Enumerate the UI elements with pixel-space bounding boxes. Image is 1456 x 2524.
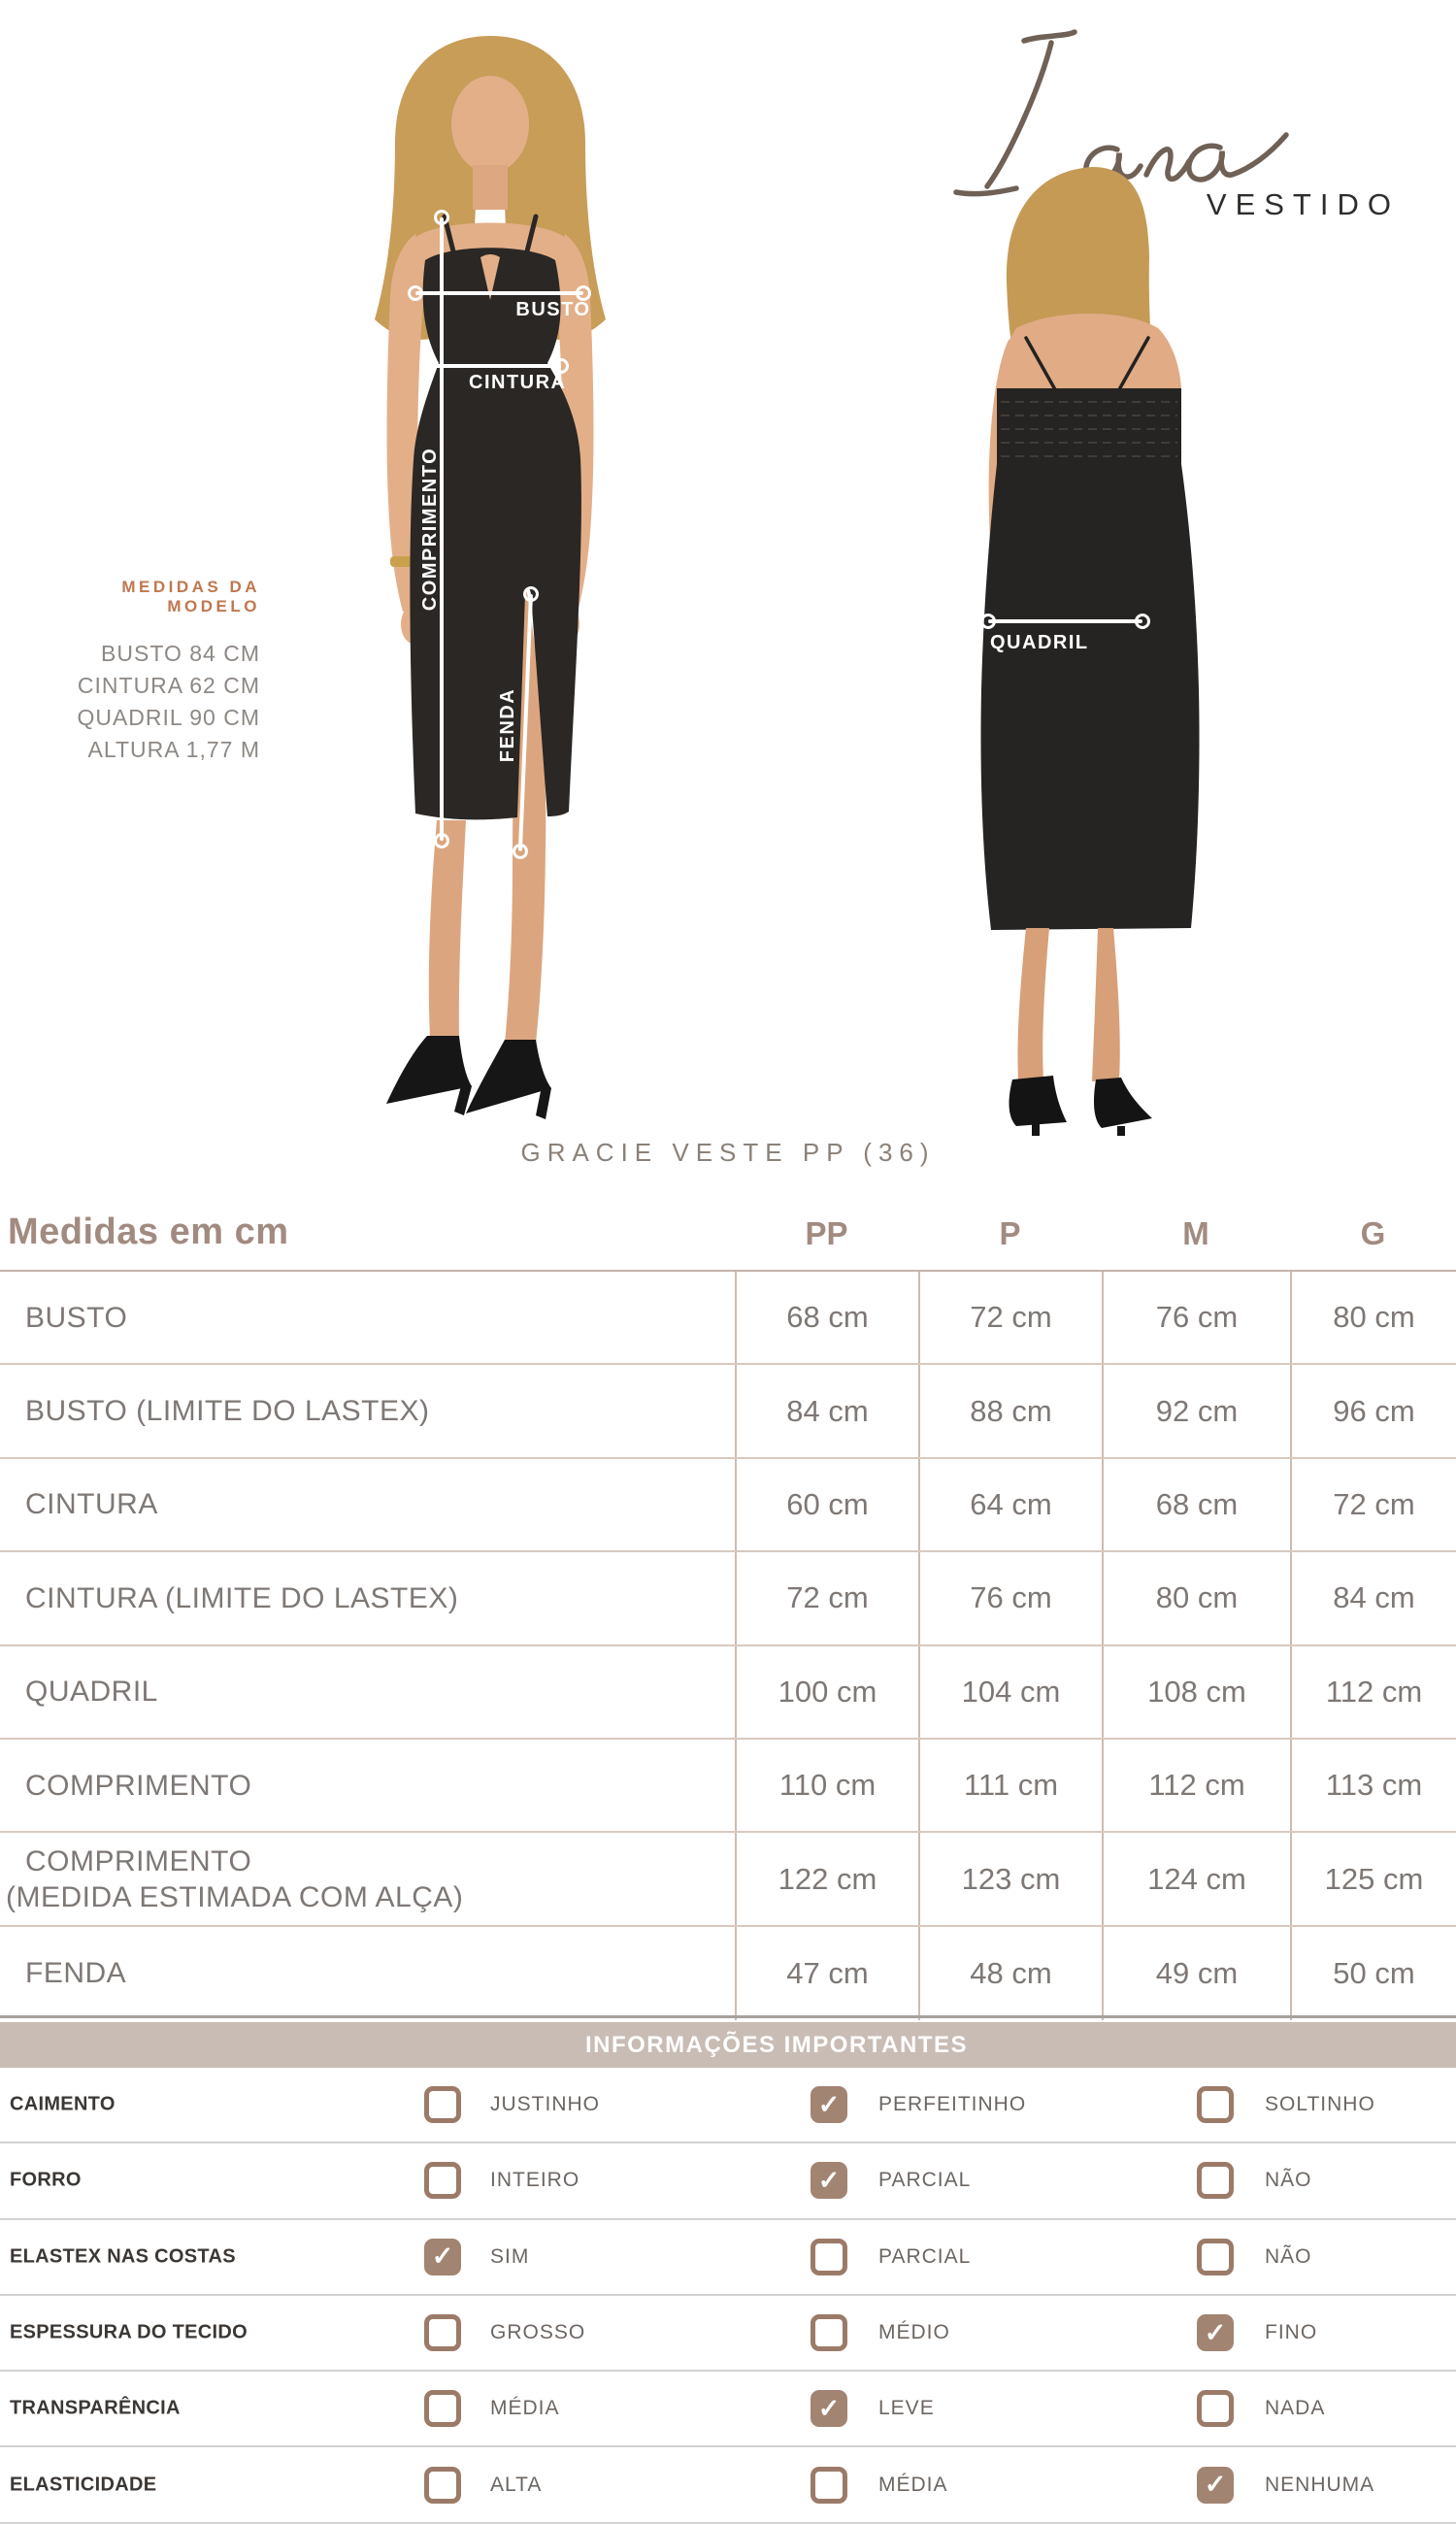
table-bottom-divider bbox=[0, 2015, 1456, 2018]
size-value-cell: 123 cm bbox=[918, 1833, 1102, 1924]
check-icon: ✓ bbox=[817, 2089, 841, 2119]
checkbox-checked bbox=[1197, 2314, 1234, 2351]
table-row bbox=[0, 1833, 1456, 1926]
info-option-label: NÃO bbox=[1265, 2244, 1312, 2268]
comprimento-annotation-label: COMPRIMENTO bbox=[418, 447, 441, 612]
model-measurements-block bbox=[39, 578, 260, 766]
size-value-cell: 47 cm bbox=[735, 1927, 918, 2020]
info-option-label: NADA bbox=[1265, 2397, 1326, 2420]
checkbox-checked bbox=[811, 2086, 847, 2123]
measure-endpoint-icon bbox=[1135, 614, 1150, 629]
info-row bbox=[0, 2372, 1456, 2447]
info-row-label: ESPESSURA DO TECIDO bbox=[10, 2321, 248, 2343]
size-value-cell: 124 cm bbox=[1102, 1833, 1290, 1924]
row-label bbox=[0, 1459, 735, 1550]
info-option-label: SOLTINHO bbox=[1265, 2093, 1375, 2116]
row-label-line: FENDA bbox=[25, 1957, 127, 1990]
size-value-cell: 76 cm bbox=[918, 1552, 1102, 1644]
front-model-photo bbox=[272, 24, 718, 1131]
checkbox-unchecked bbox=[424, 2086, 461, 2123]
size-value-cell: 104 cm bbox=[918, 1646, 1102, 1738]
row-label bbox=[0, 1646, 735, 1738]
measure-endpoint-icon bbox=[523, 586, 539, 602]
model-measure-line: BUSTO 84 CM bbox=[101, 641, 260, 666]
info-row bbox=[0, 2143, 1456, 2219]
info-option-label: NÃO bbox=[1265, 2169, 1312, 2192]
info-rows-container bbox=[0, 2068, 1456, 2524]
size-value-cell: 110 cm bbox=[735, 1740, 918, 1831]
measure-endpoint-icon bbox=[980, 614, 996, 629]
size-value-cell: 108 cm bbox=[1102, 1646, 1290, 1738]
info-option-label: MÉDIO bbox=[878, 2321, 950, 2344]
checkbox-unchecked bbox=[424, 2467, 461, 2504]
info-row-label: TRANSPARÊNCIA bbox=[10, 2397, 181, 2419]
checkbox-unchecked bbox=[811, 2314, 847, 2351]
size-value-cell: 68 cm bbox=[735, 1272, 918, 1363]
table-row bbox=[0, 1552, 1456, 1645]
size-table-body bbox=[0, 1272, 1456, 2020]
size-value-cell: 84 cm bbox=[735, 1365, 918, 1456]
info-row bbox=[0, 2447, 1456, 2523]
table-row bbox=[0, 1740, 1456, 1833]
size-value-cell: 72 cm bbox=[918, 1272, 1102, 1363]
checkbox-checked bbox=[811, 2390, 847, 2427]
size-value-cell: 80 cm bbox=[1290, 1272, 1456, 1363]
model-measurements-title: MEDIDAS DA MODELO bbox=[121, 578, 260, 615]
checkbox-unchecked bbox=[424, 2162, 461, 2199]
size-column-header-pp: PP bbox=[805, 1215, 848, 1251]
size-column-header-p: P bbox=[999, 1215, 1021, 1251]
row-label bbox=[0, 1365, 735, 1456]
info-option-label: MÉDIA bbox=[878, 2473, 948, 2496]
busto-annotation-label: BUSTO bbox=[515, 299, 591, 320]
model-size-caption: GRACIE VESTE PP (36) bbox=[520, 1138, 936, 1167]
info-option-label: ALTA bbox=[490, 2473, 543, 2496]
fenda-annotation-label: FENDA bbox=[496, 687, 518, 763]
info-option-label: JUSTINHO bbox=[490, 2093, 600, 2116]
size-value-cell: 64 cm bbox=[918, 1459, 1102, 1550]
row-label-line: BUSTO bbox=[25, 1301, 128, 1334]
info-row-label: CAIMENTO bbox=[10, 2093, 116, 2115]
info-option-label: NENHUMA bbox=[1265, 2473, 1375, 2496]
size-value-cell: 112 cm bbox=[1290, 1646, 1456, 1738]
check-icon: ✓ bbox=[1204, 2470, 1227, 2500]
quadril-measure-line bbox=[988, 619, 1142, 623]
row-label-line: CINTURA bbox=[25, 1488, 158, 1521]
quadril-annotation-label: QUADRIL bbox=[990, 632, 1089, 653]
size-value-cell: 112 cm bbox=[1102, 1740, 1290, 1831]
checkbox-unchecked bbox=[424, 2390, 461, 2427]
checkbox-unchecked bbox=[1197, 2390, 1234, 2427]
checkbox-unchecked bbox=[424, 2314, 461, 2351]
info-option-label: FINO bbox=[1265, 2321, 1318, 2344]
info-row-label: FORRO bbox=[10, 2169, 82, 2191]
checkbox-checked bbox=[424, 2239, 461, 2275]
size-table-title: Medidas em cm bbox=[8, 1212, 289, 1252]
table-row bbox=[0, 1927, 1456, 2020]
size-value-cell: 80 cm bbox=[1102, 1552, 1290, 1644]
cintura-measure-line bbox=[428, 364, 561, 368]
size-value-cell: 50 cm bbox=[1290, 1927, 1456, 2020]
checkbox-checked bbox=[811, 2162, 847, 2199]
size-value-cell: 113 cm bbox=[1290, 1740, 1456, 1831]
checkbox-unchecked bbox=[1197, 2086, 1234, 2123]
measure-endpoint-icon bbox=[513, 844, 528, 859]
size-value-cell: 72 cm bbox=[735, 1552, 918, 1644]
measure-endpoint-icon bbox=[434, 210, 449, 225]
info-option-label: INTEIRO bbox=[490, 2169, 580, 2192]
info-section-header bbox=[0, 2022, 1456, 2068]
measure-endpoint-icon bbox=[434, 833, 449, 848]
checkbox-checked bbox=[1197, 2467, 1234, 2504]
row-label bbox=[0, 1272, 735, 1363]
row-label bbox=[0, 1552, 735, 1644]
table-row bbox=[0, 1646, 1456, 1740]
check-icon: ✓ bbox=[817, 2393, 841, 2423]
info-option-label: MÉDIA bbox=[490, 2397, 560, 2420]
row-label bbox=[0, 1833, 735, 1924]
cintura-annotation-label: CINTURA bbox=[469, 372, 567, 393]
size-value-cell: 92 cm bbox=[1102, 1365, 1290, 1456]
info-row-label: ELASTICIDADE bbox=[10, 2474, 157, 2496]
info-row bbox=[0, 2068, 1456, 2143]
info-row bbox=[0, 2220, 1456, 2296]
check-icon: ✓ bbox=[1204, 2317, 1227, 2347]
measure-endpoint-icon bbox=[420, 358, 436, 374]
table-row bbox=[0, 1365, 1456, 1458]
info-row-label: ELASTEX NAS COSTAS bbox=[10, 2245, 236, 2268]
size-column-header-g: G bbox=[1360, 1215, 1386, 1251]
product-type-label: VESTIDO bbox=[1206, 187, 1400, 221]
row-label bbox=[0, 1927, 735, 2020]
info-option-label: GROSSO bbox=[490, 2321, 586, 2344]
check-icon: ✓ bbox=[431, 2242, 454, 2272]
size-value-cell: 49 cm bbox=[1102, 1927, 1290, 2020]
model-measure-line: CINTURA 62 CM bbox=[77, 673, 260, 698]
table-row bbox=[0, 1459, 1456, 1552]
size-value-cell: 48 cm bbox=[918, 1927, 1102, 2020]
size-value-cell: 96 cm bbox=[1290, 1365, 1456, 1456]
checkbox-unchecked bbox=[1197, 2162, 1234, 2199]
size-value-cell: 60 cm bbox=[735, 1459, 918, 1550]
info-option-label: PARCIAL bbox=[878, 2244, 972, 2268]
row-label bbox=[0, 1740, 735, 1831]
row-label-line: COMPRIMENTO bbox=[25, 1844, 252, 1877]
size-value-cell: 68 cm bbox=[1102, 1459, 1290, 1550]
row-label-line: COMPRIMENTO bbox=[25, 1769, 252, 1802]
info-option-label: PARCIAL bbox=[878, 2169, 972, 2192]
size-value-cell: 111 cm bbox=[918, 1740, 1102, 1831]
check-icon: ✓ bbox=[817, 2165, 841, 2195]
model-measure-line: ALTURA 1,77 M bbox=[87, 737, 260, 762]
size-value-cell: 125 cm bbox=[1290, 1833, 1456, 1924]
checkbox-unchecked bbox=[1197, 2239, 1234, 2275]
measure-endpoint-icon bbox=[408, 285, 423, 301]
info-option-label: LEVE bbox=[878, 2397, 935, 2420]
size-value-cell: 84 cm bbox=[1290, 1552, 1456, 1644]
info-option-label: SIM bbox=[490, 2244, 530, 2268]
size-value-cell: 72 cm bbox=[1290, 1459, 1456, 1550]
info-row bbox=[0, 2296, 1456, 2372]
table-row bbox=[0, 1272, 1456, 1365]
size-value-cell: 100 cm bbox=[735, 1646, 918, 1738]
size-value-cell: 122 cm bbox=[735, 1833, 918, 1924]
checkbox-unchecked bbox=[811, 2239, 847, 2275]
info-option-label: PERFEITINHO bbox=[878, 2093, 1027, 2116]
size-column-header-m: M bbox=[1182, 1215, 1209, 1251]
size-value-cell: 76 cm bbox=[1102, 1272, 1290, 1363]
info-section-title: INFORMAÇÕES IMPORTANTES bbox=[584, 2031, 969, 2058]
row-label-line: QUADRIL bbox=[25, 1676, 158, 1709]
model-measure-line: QUADRIL 90 CM bbox=[77, 705, 260, 730]
row-label-line: (MEDIDA ESTIMADA COM ALÇA) bbox=[6, 1880, 464, 1913]
size-value-cell: 88 cm bbox=[918, 1365, 1102, 1456]
checkbox-unchecked bbox=[811, 2467, 847, 2504]
row-label-line: BUSTO (LIMITE DO LASTEX) bbox=[25, 1395, 430, 1428]
row-label-line: CINTURA (LIMITE DO LASTEX) bbox=[25, 1581, 459, 1614]
